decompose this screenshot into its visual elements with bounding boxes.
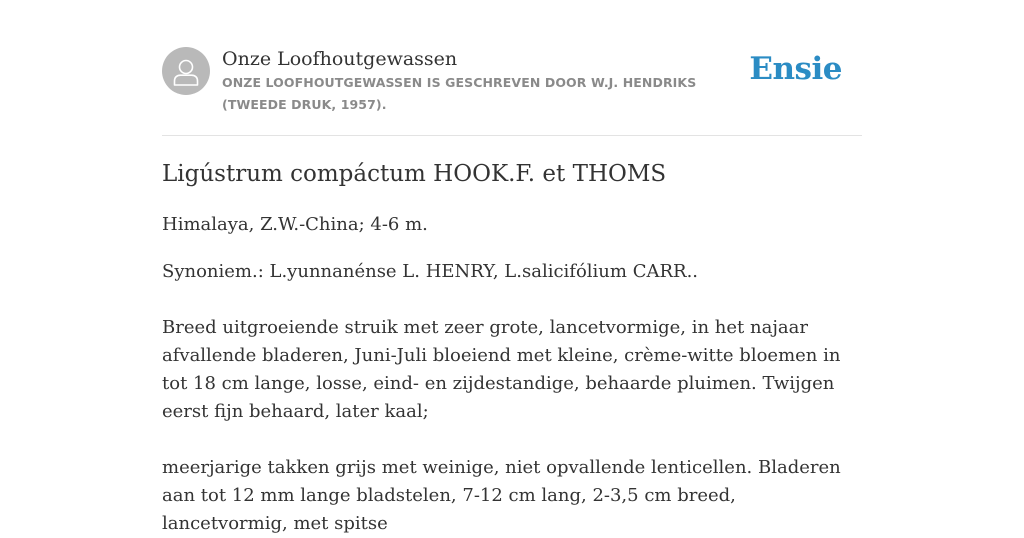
site-header: [162, 47, 862, 135]
user-icon: [162, 47, 210, 95]
article-paragraph: Himalaya, Z.W.-China; 4-6 m.: [162, 214, 428, 235]
header-divider: [162, 135, 862, 136]
article-paragraph: Breed uitgroeiende struik met zeer grote, lancetvormige, in het najaar afvallende bladeren, Juni-Juli bloeiend met kleine, crème-witte bloemen in tot 18 cm lange, losse, eind- en zijdestandige, behaarde pluimen. Twijgen eerst fijn behaard, later kaal;: [162, 317, 841, 422]
site-description: ONZE LOOFHOUTGEWASSEN IS GESCHREVEN DOOR W.J. HENDRIKS (TWEEDE DRUK, 1957).: [222, 75, 697, 112]
ensie-logo[interactable]: Ensie: [749, 51, 842, 87]
avatar[interactable]: [162, 47, 210, 95]
site-title[interactable]: Onze Loofhoutgewassen: [222, 48, 458, 70]
article: [162, 157, 867, 538]
article-title: Ligústrum compáctum HOOK.F. et THOMS: [162, 161, 667, 187]
article-paragraph: meerjarige takken grijs met weinige, niet opvallende lenticellen. Bladeren aan tot 12 mm lange bladstelen, 7-12 cm lang, 2-3,5 cm breed, lancetvormig, met spitse: [162, 457, 841, 534]
article-paragraph: Synoniem.: L.yunnanénse L. HENRY, L.salicifólium CARR..: [162, 261, 699, 282]
